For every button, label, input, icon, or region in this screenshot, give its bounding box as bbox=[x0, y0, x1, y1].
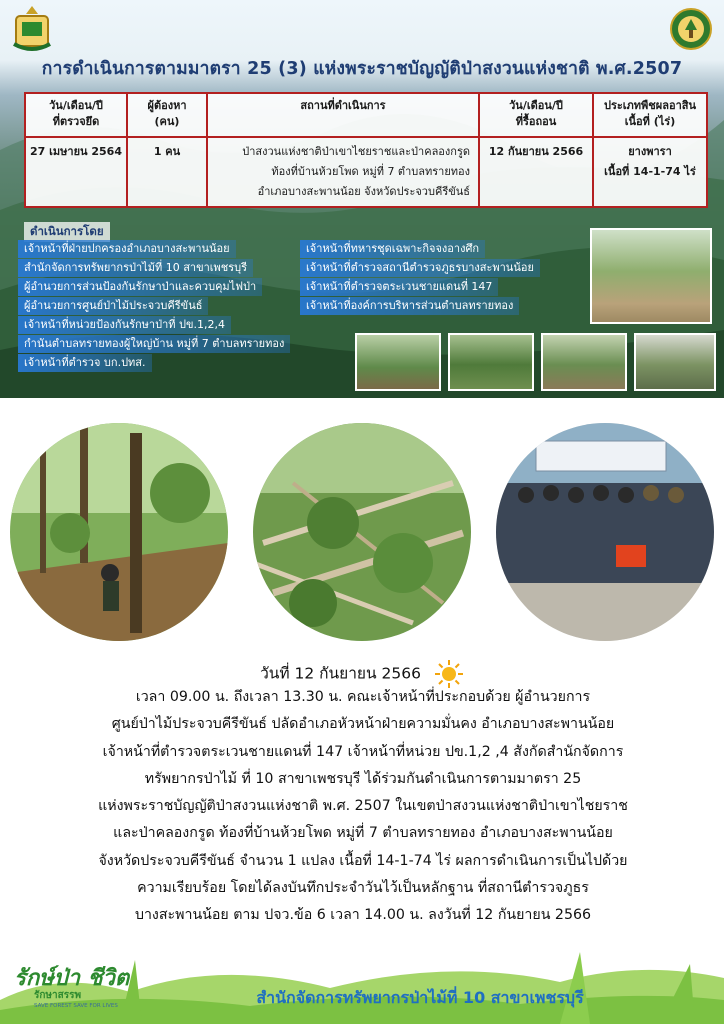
cell-place: ป่าสงวนแห่งชาติป่าเขาไชยราชและป่าคลองกรูด ท้องที่บ้านห้วยโพด หมู่ที่ 7 ตำบลทรายทอง อำเภอบางสะพานน้อย จังหวัดประจวบคีรีขันธ์ bbox=[207, 137, 479, 207]
department-logo-left bbox=[10, 4, 54, 52]
report-line: จังหวัดประจวบคีรีขันธ์ จำนวน 1 แปลง เนื้อที่ 14-1-74 ไร่ ผลการดำเนินการเป็นไปด้วย bbox=[98, 852, 628, 869]
photo-thumb-trees bbox=[541, 333, 627, 391]
actors-heading: ดำเนินการโดย bbox=[24, 222, 110, 242]
actor-left-5: เจ้าหน้าที่หน่วยป้องกันรักษาป่าที่ ปข.1,2,4 bbox=[18, 316, 231, 334]
report-line: แห่งพระราชบัญญัติป่าสงวนแห่งชาติ พ.ศ. 2507 ในเขตป่าสงวนแห่งชาติป่าเขาไชยราช bbox=[98, 798, 628, 815]
photo-thumb-cleared-land bbox=[590, 228, 712, 324]
brand-sub-text: รักษาสรรพ bbox=[34, 990, 82, 1001]
brand-main-text: รักษ์ป่า ชีวิต bbox=[14, 966, 130, 991]
brand-tagline: SAVE FOREST SAVE FOR LIVES bbox=[34, 1003, 118, 1009]
actor-left-1: เจ้าหน้าที่ฝ่ายปกครองอำเภอบางสะพานน้อย bbox=[18, 240, 236, 258]
report-line: ศูนย์ป่าไม้ประจวบคีรีขันธ์ ปลัดอำเภอหัวหน้าฝ่ายความมั่นคง อำเภอบางสะพานน้อย bbox=[111, 716, 615, 733]
actor-left-3: ผู้อำนวยการส่วนป้องกันรักษาป่าและควบคุมไฟป่า bbox=[18, 278, 262, 296]
actor-right-1: เจ้าหน้าที่ทหารชุดเฉพาะกิจจงอางศึก bbox=[300, 240, 485, 258]
header-place: สถานที่ดำเนินการ bbox=[207, 93, 479, 137]
actor-right-3: เจ้าหน้าที่ตำรวจตระเวนชายแดนที่ 147 bbox=[300, 278, 498, 296]
photo-thumb-team-1 bbox=[355, 333, 441, 391]
photo-circle-cutting bbox=[10, 423, 228, 641]
actor-right-2: เจ้าหน้าที่ตำรวจสถานีตำรวจภูธรบางสะพานน้อย bbox=[300, 259, 540, 277]
header-banner bbox=[0, 0, 724, 398]
actor-left-7: เจ้าหน้าที่ตำรวจ บก.ปทส. bbox=[18, 354, 152, 372]
cell-crop: ยางพารา เนื้อที่ 14-1-74 ไร่ bbox=[593, 137, 707, 207]
report-line: ความเรียบร้อย โดยได้ลงบันทึกประจำวันไว้เป็นหลักฐาน ที่สถานีตำรวจภูธร bbox=[137, 880, 589, 897]
brand-logo bbox=[14, 960, 134, 1020]
photo-circle-felled-trees bbox=[253, 423, 471, 641]
report-line: เจ้าหน้าที่ตำรวจตระเวนชายแดนที่ 147 เจ้าหน้าที่หน่วย ปข.1,2 ,4 สังกัดสำนักจัดการ bbox=[102, 743, 624, 760]
header-removal-date: วัน/เดือน/ปี ที่รื้อถอน bbox=[479, 93, 593, 137]
header-seize-date: วัน/เดือน/ปี ที่ตรวจยึด bbox=[25, 93, 127, 137]
office-name: สำนักจัดการทรัพยากรป่าไม้ที่ 10 สาขาเพชรบุรี bbox=[256, 988, 584, 1007]
cell-seize-date: 27 เมษายน 2564 bbox=[25, 137, 127, 207]
report-line: ทรัพยากรป่าไม้ ที่ 10 สาขาเพชรบุรี ได้ร่วมกันดำเนินการตามมาตรา 25 bbox=[144, 770, 582, 787]
event-date-text: วันที่ 12 กันยายน 2566 bbox=[260, 664, 421, 683]
photo-thumb-officers bbox=[634, 333, 716, 391]
royal-forest-logo-right bbox=[670, 8, 712, 50]
cell-suspects: 1 คน bbox=[127, 137, 207, 207]
table-row bbox=[25, 137, 707, 207]
actor-left-6: กำนันตำบลทรายทองผู้ใหญ่บ้าน หมู่ที่ 7 ตำบลทรายทอง bbox=[18, 335, 290, 353]
cell-removal-date: 12 กันยายน 2566 bbox=[479, 137, 593, 207]
table-header-row bbox=[25, 93, 707, 137]
report-line: และป่าคลองกรูด ท้องที่บ้านห้วยโพด หมู่ที่ 7 ตำบลทรายทอง อำเภอบางสะพานน้อย bbox=[113, 825, 613, 842]
operation-table bbox=[24, 92, 708, 208]
header-suspects: ผู้ต้องหา (คน) bbox=[127, 93, 207, 137]
page-title: การดำเนินการตามมาตรา 25 (3) แห่งพระราชบัญญัติป่าสงวนแห่งชาติ พ.ศ.2507 bbox=[41, 59, 683, 79]
report-line: บางสะพานน้อย ตาม ปจว.ข้อ 6 เวลา 14.00 น. ลงวันที่ 12 กันยายน 2566 bbox=[134, 907, 592, 924]
footer bbox=[0, 930, 724, 1024]
photo-thumb-team-2 bbox=[448, 333, 534, 391]
actor-left-2: สำนักจัดการทรัพยากรป่าไม้ที่ 10 สาขาเพชรบุรี bbox=[18, 259, 253, 277]
report-line: เวลา 09.00 น. ถึงเวลา 13.30 น. คณะเจ้าหน้าที่ประกอบด้วย ผู้อำนวยการ bbox=[135, 689, 591, 705]
header-crop: ประเภทพืชผลอาสิน เนื้อที่ (ไร่) bbox=[593, 93, 707, 137]
report-paragraph bbox=[18, 684, 708, 930]
actor-left-4: ผู้อำนวยการศูนย์ป่าไม้ประจวบคีรีขันธ์ bbox=[18, 297, 208, 315]
actor-right-4: เจ้าหน้าที่องค์การบริหารส่วนตำบลทรายทอง bbox=[300, 297, 519, 315]
photo-circle-officers-group bbox=[496, 423, 714, 641]
